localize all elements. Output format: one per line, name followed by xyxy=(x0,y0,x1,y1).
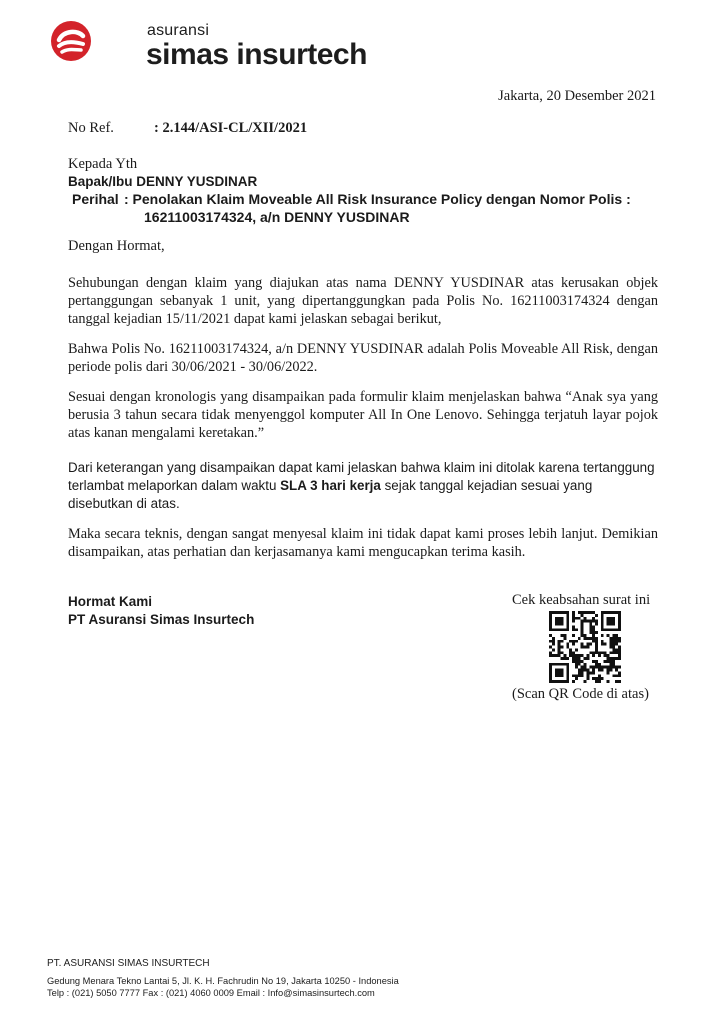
verify-text: Cek keabsahan surat ini xyxy=(512,592,651,608)
footer-address: Gedung Menara Tekno Lantai 5, Jl. K. H. Fachrudin No 19, Jakarta 10250 - Indonesia xyxy=(47,976,399,986)
company-signatory: PT Asuransi Simas Insurtech xyxy=(68,612,255,627)
logo-text-small: asuransi xyxy=(147,22,210,39)
letter-footer xyxy=(47,958,399,999)
closing-salutation: Hormat Kami xyxy=(68,594,153,609)
recipient-name: Bapak/Ibu DENNY YUSDINAR xyxy=(68,174,258,189)
subject-text-continued: 16211003174324, a/n DENNY YUSDINAR xyxy=(144,209,410,225)
letter-date: Jakarta, 20 Desember 2021 xyxy=(498,88,656,104)
simas-logo-icon xyxy=(50,20,92,62)
subject-text: : Penolakan Klaim Moveable All Risk Insurance Policy dengan Nomor Polis : xyxy=(124,191,631,207)
salutation-line: Kepada Yth xyxy=(68,156,138,172)
subject-label: Perihal xyxy=(72,191,119,207)
paragraph-chronology: Sesuai dengan kronologis yang disampaikan pada formulir klaim menjelaskan bahwa “Anak sya yang berusia 3 tahun secara tidak menyenggol komputer All In One Lenovo. Sehingga terjatuh layar pojok atas kanan mengalami keretakan.” xyxy=(68,389,658,441)
reference-line xyxy=(68,120,307,137)
scan-instruction: (Scan QR Code di atas) xyxy=(512,686,649,702)
logo-text-brand: simas insurtech xyxy=(146,38,367,71)
paragraph-policy: Bahwa Polis No. 16211003174324, a/n DENNY YUSDINAR adalah Polis Moveable All Risk, dengan periode polis dari 30/06/2021 - 30/06/2022. xyxy=(68,341,658,375)
footer-company: PT. ASURANSI SIMAS INSURTECH xyxy=(47,958,210,969)
company-logo xyxy=(50,18,367,72)
footer-contact: Telp : (021) 5050 7777 Fax : (021) 4060 0009 Email : Info@simasinsurtech.com xyxy=(47,988,375,998)
sla-highlight: SLA 3 hari kerja xyxy=(280,478,381,493)
paragraph-conclusion: Maka secara teknis, dengan sangat menyesal klaim ini tidak dapat kami proses lebih lanjut. Demikian disampaikan, atas perhatian dan kerjasamanya kami mengucapkan terima kasih. xyxy=(68,526,658,560)
qr-code-icon[interactable] xyxy=(549,611,621,683)
reference-label: No Ref. xyxy=(68,120,114,136)
reference-number: : 2.144/ASI-CL/XII/2021 xyxy=(154,120,308,136)
paragraph-intro: Sehubungan dengan klaim yang diajukan atas nama DENNY YUSDINAR atas kerusakan objek pertanggungan sebanyak 1 unit, yang dipertanggungkan pada Polis No. 16211003174324 dengan tanggal kejadian 15/11/2021 dapat kami jelaskan sebagai berikut, xyxy=(68,275,658,327)
rejection-text-end: sejak tanggal kejadian sesuai yang disebutkan di atas. xyxy=(68,478,593,511)
rejection-text: Dari keterangan yang disampaikan dapat kami jelaskan bahwa klaim ini ditolak karena tertanggung terlambat melaporkan dalam waktu xyxy=(68,460,655,493)
subject-block xyxy=(72,190,652,226)
signature-block xyxy=(68,593,254,629)
paragraph-rejection-reason xyxy=(68,459,658,513)
greeting: Dengan Hormat, xyxy=(68,238,165,254)
recipient-block xyxy=(68,156,257,190)
